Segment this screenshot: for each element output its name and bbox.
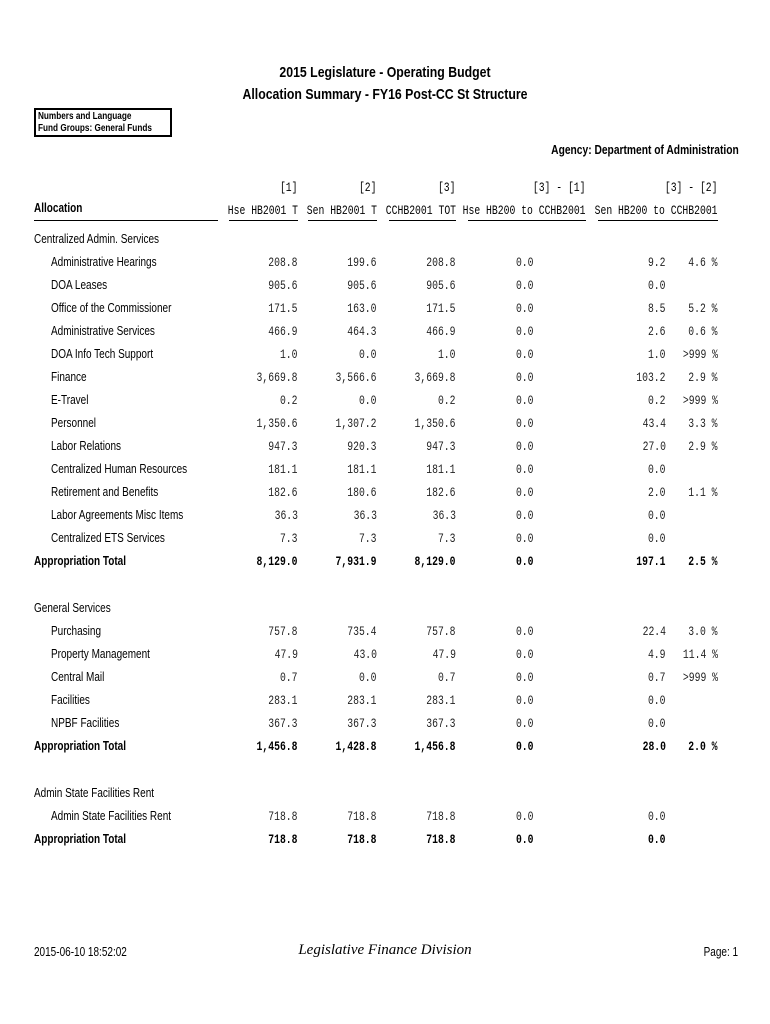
row-c1: 718.8: [268, 810, 298, 824]
row-c2: 367.3: [347, 717, 377, 731]
row-c4: 0.0: [516, 717, 534, 731]
total-c4: 0.0: [516, 833, 534, 847]
total-c2: 1,428.8: [336, 740, 377, 754]
row-c2: 0.0: [359, 348, 377, 362]
row-c4: 0.0: [516, 325, 534, 339]
row-c5: 0.0: [648, 810, 666, 824]
report-title: 2015 Legislature - Operating Budget: [279, 64, 491, 81]
row-c3: 367.3: [426, 717, 456, 731]
row-c1: 0.2: [280, 394, 298, 408]
row-c1: 3,669.8: [257, 371, 298, 385]
total-c3: 718.8: [426, 833, 456, 847]
total-c4: 0.0: [516, 555, 534, 569]
row-c4: 0.0: [516, 371, 534, 385]
row-c3: 7.3: [438, 532, 456, 546]
row-c3: 182.6: [426, 486, 456, 500]
col5-header-label: Sen HB200 to CCHB2001: [595, 204, 718, 218]
row-c1: 208.8: [268, 256, 298, 270]
total-c5: 197.1: [636, 555, 666, 569]
row-c1: 905.6: [268, 279, 298, 293]
total-c3: 8,129.0: [415, 555, 456, 569]
row-c5: 27.0: [642, 440, 666, 454]
row-c1: 283.1: [268, 694, 298, 708]
row-c1: 757.8: [268, 625, 298, 639]
row-c5: 1.0: [648, 348, 666, 362]
row-c4: 0.0: [516, 417, 534, 431]
col3-header-label: CCHB2001 TOT: [385, 204, 456, 218]
col1-header-label: Hse HB2001 T: [227, 204, 298, 218]
row-label: Centralized ETS Services: [51, 531, 165, 545]
row-label: Property Management: [51, 647, 150, 661]
row-c1: 182.6: [268, 486, 298, 500]
col4-header-ref: [3] - [1]: [533, 181, 586, 195]
row-c3: 283.1: [426, 694, 456, 708]
row-c4: 0.0: [516, 532, 534, 546]
row-c1: 367.3: [268, 717, 298, 731]
row-c4: 0.0: [516, 671, 534, 685]
col4-header-label: Hse HB200 to CCHB2001: [463, 204, 586, 218]
row-c3: 947.3: [426, 440, 456, 454]
row-label: Labor Agreements Misc Items: [51, 508, 184, 522]
row-label: E-Travel: [51, 393, 89, 407]
row-c4: 0.0: [516, 348, 534, 362]
row-c5: 8.5: [648, 302, 666, 316]
total-c1: 8,129.0: [257, 555, 298, 569]
row-c1: 466.9: [268, 325, 298, 339]
row-c2: 163.0: [347, 302, 377, 316]
footer-timestamp: 2015-06-10 18:52:02: [34, 945, 127, 959]
row-c5: 0.7: [648, 671, 666, 685]
row-c2: 181.1: [347, 463, 377, 477]
row-c4: 0.0: [516, 440, 534, 454]
allocation-header: Allocation: [34, 201, 83, 215]
row-c2: 0.0: [359, 394, 377, 408]
row-c2: 3,566.6: [336, 371, 377, 385]
row-c2: 1,307.2: [336, 417, 377, 431]
row-c1: 7.3: [280, 532, 298, 546]
row-c3: 757.8: [426, 625, 456, 639]
row-pct: 4.6 %: [688, 256, 718, 270]
row-c4: 0.0: [516, 486, 534, 500]
col2-header-ref: [2]: [359, 181, 377, 195]
fund-box-line2: Fund Groups: General Funds: [38, 123, 152, 134]
row-c3: 3,669.8: [415, 371, 456, 385]
col3-header-ref: [3]: [438, 181, 456, 195]
header-underline: [389, 220, 456, 221]
row-c2: 905.6: [347, 279, 377, 293]
row-c5: 0.0: [648, 279, 666, 293]
total-c1: 718.8: [268, 833, 298, 847]
row-c4: 0.0: [516, 625, 534, 639]
row-c1: 47.9: [274, 648, 298, 662]
row-label: Labor Relations: [51, 439, 122, 453]
row-c3: 905.6: [426, 279, 456, 293]
row-label: Personnel: [51, 416, 97, 430]
row-c3: 0.2: [438, 394, 456, 408]
total-c1: 1,456.8: [257, 740, 298, 754]
row-c2: 43.0: [353, 648, 377, 662]
section-name: Admin State Facilities Rent: [34, 786, 155, 800]
row-c4: 0.0: [516, 279, 534, 293]
row-c3: 181.1: [426, 463, 456, 477]
total-c3: 1,456.8: [415, 740, 456, 754]
col5-header-ref: [3] - [2]: [665, 181, 718, 195]
row-c3: 36.3: [432, 509, 456, 523]
total-label: Appropriation Total: [34, 739, 127, 753]
header-underline: [34, 220, 218, 221]
section-name: Centralized Admin. Services: [34, 232, 160, 246]
row-c3: 208.8: [426, 256, 456, 270]
fund-box-line1: Numbers and Language: [38, 111, 132, 122]
row-c5: 0.0: [648, 463, 666, 477]
row-c4: 0.0: [516, 648, 534, 662]
row-pct: 11.4 %: [682, 648, 718, 662]
row-c5: 2.0: [648, 486, 666, 500]
row-label: Admin State Facilities Rent: [51, 809, 172, 823]
col2-header-label: Sen HB2001 T: [306, 204, 377, 218]
header-underline: [308, 220, 377, 221]
row-label: Finance: [51, 370, 87, 384]
row-label: Central Mail: [51, 670, 105, 684]
row-c2: 920.3: [347, 440, 377, 454]
total-label: Appropriation Total: [34, 832, 127, 846]
total-pct: 2.5 %: [688, 555, 718, 569]
row-pct: >999 %: [682, 394, 718, 408]
row-label: DOA Info Tech Support: [51, 347, 154, 361]
row-c4: 0.0: [516, 810, 534, 824]
row-pct: >999 %: [682, 348, 718, 362]
row-c5: 22.4: [642, 625, 666, 639]
row-pct: 1.1 %: [688, 486, 718, 500]
agency-label: Agency: Department of Administration: [551, 143, 739, 157]
row-pct: 3.3 %: [688, 417, 718, 431]
row-c5: 0.0: [648, 717, 666, 731]
row-pct: 2.9 %: [688, 371, 718, 385]
row-label: Retirement and Benefits: [51, 485, 159, 499]
row-c4: 0.0: [516, 256, 534, 270]
header-underline: [229, 220, 298, 221]
row-c5: 0.0: [648, 532, 666, 546]
row-pct: >999 %: [682, 671, 718, 685]
row-pct: 0.6 %: [688, 325, 718, 339]
row-c1: 1,350.6: [257, 417, 298, 431]
row-label: Administrative Hearings: [51, 255, 157, 269]
row-c5: 0.0: [648, 694, 666, 708]
col1-header-ref: [1]: [280, 181, 298, 195]
total-c2: 7,931.9: [336, 555, 377, 569]
row-c2: 199.6: [347, 256, 377, 270]
row-c3: 1,350.6: [415, 417, 456, 431]
total-c2: 718.8: [347, 833, 377, 847]
row-c5: 9.2: [648, 256, 666, 270]
row-c2: 283.1: [347, 694, 377, 708]
row-c1: 36.3: [274, 509, 298, 523]
row-c3: 1.0: [438, 348, 456, 362]
row-c2: 0.0: [359, 671, 377, 685]
row-c2: 718.8: [347, 810, 377, 824]
row-c3: 718.8: [426, 810, 456, 824]
total-label: Appropriation Total: [34, 554, 127, 568]
row-c4: 0.0: [516, 694, 534, 708]
row-c5: 0.2: [648, 394, 666, 408]
row-c3: 171.5: [426, 302, 456, 316]
row-pct: 3.0 %: [688, 625, 718, 639]
row-c2: 735.4: [347, 625, 377, 639]
row-label: Centralized Human Resources: [51, 462, 188, 476]
row-c5: 2.6: [648, 325, 666, 339]
total-c5: 0.0: [648, 833, 666, 847]
row-c2: 36.3: [353, 509, 377, 523]
row-c3: 0.7: [438, 671, 456, 685]
row-c2: 464.3: [347, 325, 377, 339]
row-c4: 0.0: [516, 394, 534, 408]
footer-page-number: Page: 1: [703, 945, 738, 959]
row-pct: 2.9 %: [688, 440, 718, 454]
row-c4: 0.0: [516, 463, 534, 477]
row-label: Facilities: [51, 693, 90, 707]
header-underline: [598, 220, 718, 221]
row-label: DOA Leases: [51, 278, 108, 292]
total-c5: 28.0: [642, 740, 666, 754]
row-c3: 47.9: [432, 648, 456, 662]
header-underline: [468, 220, 586, 221]
row-label: Purchasing: [51, 624, 102, 638]
row-c1: 0.7: [280, 671, 298, 685]
row-c5: 0.0: [648, 509, 666, 523]
row-c1: 947.3: [268, 440, 298, 454]
section-name: General Services: [34, 601, 111, 615]
row-c2: 7.3: [359, 532, 377, 546]
row-c1: 181.1: [268, 463, 298, 477]
row-c4: 0.0: [516, 302, 534, 316]
row-c5: 103.2: [636, 371, 666, 385]
row-label: Office of the Commissioner: [51, 301, 172, 315]
row-c4: 0.0: [516, 509, 534, 523]
row-c1: 171.5: [268, 302, 298, 316]
row-c5: 43.4: [642, 417, 666, 431]
footer-division: Legislative Finance Division: [298, 942, 472, 958]
total-c4: 0.0: [516, 740, 534, 754]
row-c2: 180.6: [347, 486, 377, 500]
row-c3: 466.9: [426, 325, 456, 339]
row-c1: 1.0: [280, 348, 298, 362]
row-label: NPBF Facilities: [51, 716, 120, 730]
row-pct: 5.2 %: [688, 302, 718, 316]
row-label: Administrative Services: [51, 324, 155, 338]
report-subtitle: Allocation Summary - FY16 Post-CC St Structure: [242, 86, 528, 103]
fund-group-box: [34, 108, 172, 137]
row-c5: 4.9: [648, 648, 666, 662]
total-pct: 2.0 %: [688, 740, 718, 754]
